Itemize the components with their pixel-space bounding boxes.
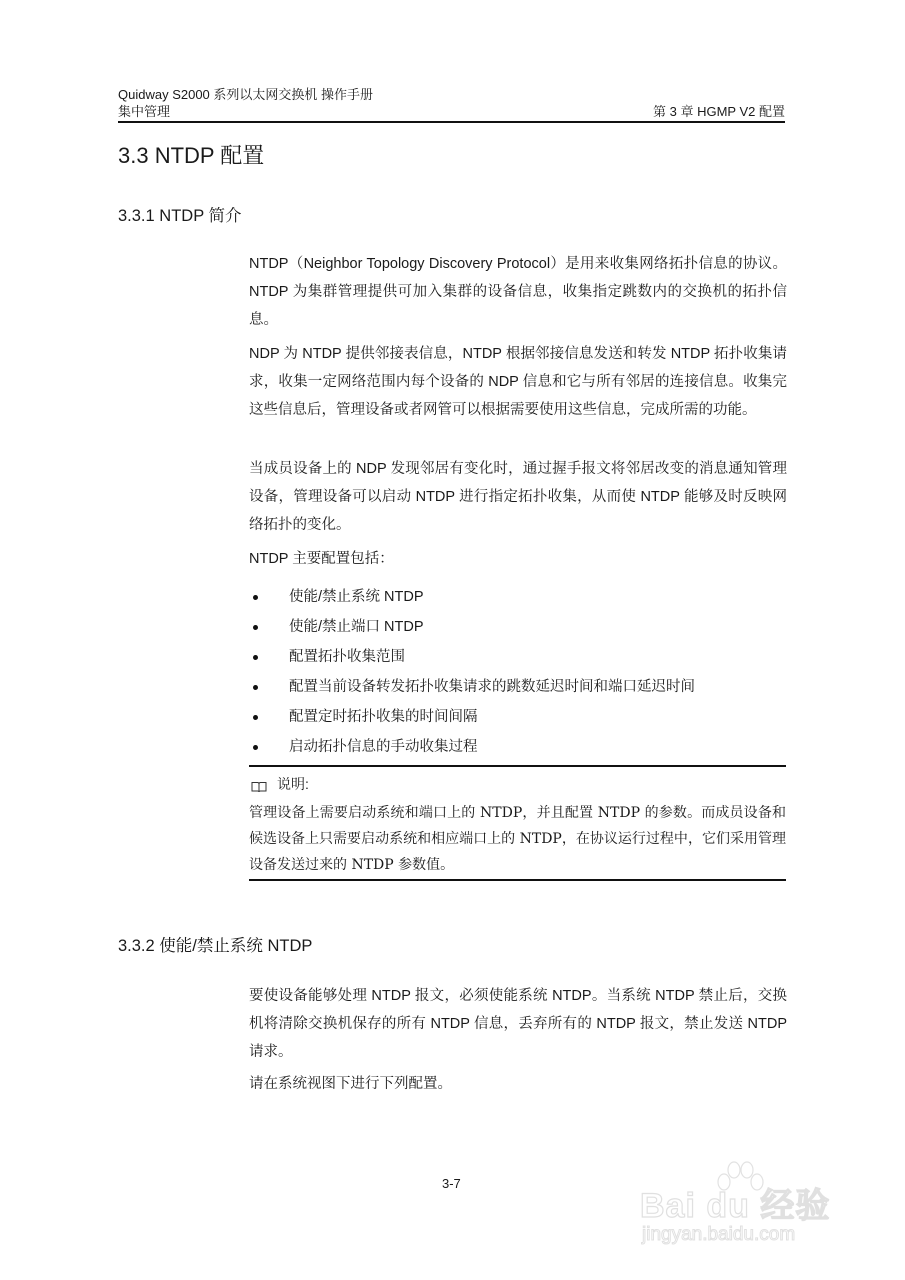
list-item-text: 启动拓扑信息的手动收集过程: [289, 739, 478, 755]
header-divider: [118, 121, 785, 123]
watermark-brand: Bai du 经验: [640, 1187, 831, 1225]
paragraph: 请在系统视图下进行下列配置。: [249, 1076, 452, 1092]
paragraph: 要使设备能够处理 NTDP 报文，必须使能系统 NTDP。当系统 NTDP 禁止后，交换机将清除交换机保存的所有 NTDP 信息，丢弃所有的 NTDP 报文，禁止发送 NTDP 请求。: [249, 988, 787, 1060]
list-item: [249, 642, 787, 672]
page-number: 3-7: [442, 1176, 461, 1191]
book-icon: [251, 778, 267, 790]
header-doc-title: Quidway S2000 系列以太网交换机 操作手册: [118, 87, 374, 102]
section-heading: 3.3 NTDP 配置: [118, 143, 265, 168]
paragraph: NTDP（Neighbor Topology Discovery Protocol）是用来收集网络拓扑信息的协议。NTDP 为集群管理提供可加入集群的设备信息，收集指定跳数内的交换机的拓扑信息。: [249, 256, 787, 328]
bullet-icon: [253, 625, 258, 630]
config-list: [249, 582, 787, 762]
baidu-watermark: [640, 1160, 860, 1280]
subsection-heading-ntdp-intro: 3.3.1 NTDP 简介: [118, 207, 242, 225]
note-divider-top: [249, 765, 786, 767]
list-item-text: 配置拓扑收集范围: [289, 649, 405, 665]
subsection-heading-enable-system-ntdp: 3.3.2 使能/禁止系统 NTDP: [118, 937, 313, 955]
list-item: [249, 702, 787, 732]
list-item-text: 使能/禁止系统 NTDP: [289, 589, 424, 605]
list-item: [249, 732, 787, 762]
note-label: 说明:: [277, 776, 309, 792]
note-header: [251, 774, 309, 794]
bullet-icon: [253, 595, 258, 600]
list-item: [249, 672, 787, 702]
note-divider-bottom: [249, 879, 786, 881]
paragraph: NDP 为 NTDP 提供邻接表信息，NTDP 根据邻接信息发送和转发 NTDP 拓扑收集请求，收集一定网络范围内每个设备的 NDP 信息和它与所有邻居的连接信息。收集完这些信息后，管理设备或者网管可以根据需要使用这些信息，完成所需的功能。: [249, 346, 787, 418]
list-item-text: 使能/禁止端口 NTDP: [289, 619, 424, 635]
list-item: [249, 582, 787, 612]
list-item-text: 配置定时拓扑收集的时间间隔: [289, 709, 478, 725]
paragraph: 当成员设备上的 NDP 发现邻居有变化时，通过握手报文将邻居改变的消息通知管理设备，管理设备可以启动 NTDP 进行指定拓扑收集，从而使 NTDP 能够及时反映网络拓扑的变化。: [249, 461, 787, 533]
header-section: 集中管理: [118, 104, 171, 119]
bullet-icon: [253, 715, 258, 720]
note-text: 管理设备上需要启动系统和端口上的 NTDP，并且配置 NTDP 的参数。而成员设备和候选设备上只需要启动系统和相应端口上的 NTDP，在协议运行过程中，它们采用管理设备发送过来的 NTDP 参数值。: [249, 805, 786, 873]
list-item: [249, 612, 787, 642]
header-chapter: 第 3 章 HGMP V2 配置: [653, 104, 785, 119]
watermark-url: jingyan.baidu.com: [642, 1224, 796, 1245]
bullet-icon: [253, 745, 258, 750]
paragraph: NTDP 主要配置包括：: [249, 551, 394, 567]
bullet-icon: [253, 685, 258, 690]
list-item-text: 配置当前设备转发拓扑收集请求的跳数延迟时间和端口延迟时间: [289, 679, 695, 695]
bullet-icon: [253, 655, 258, 660]
